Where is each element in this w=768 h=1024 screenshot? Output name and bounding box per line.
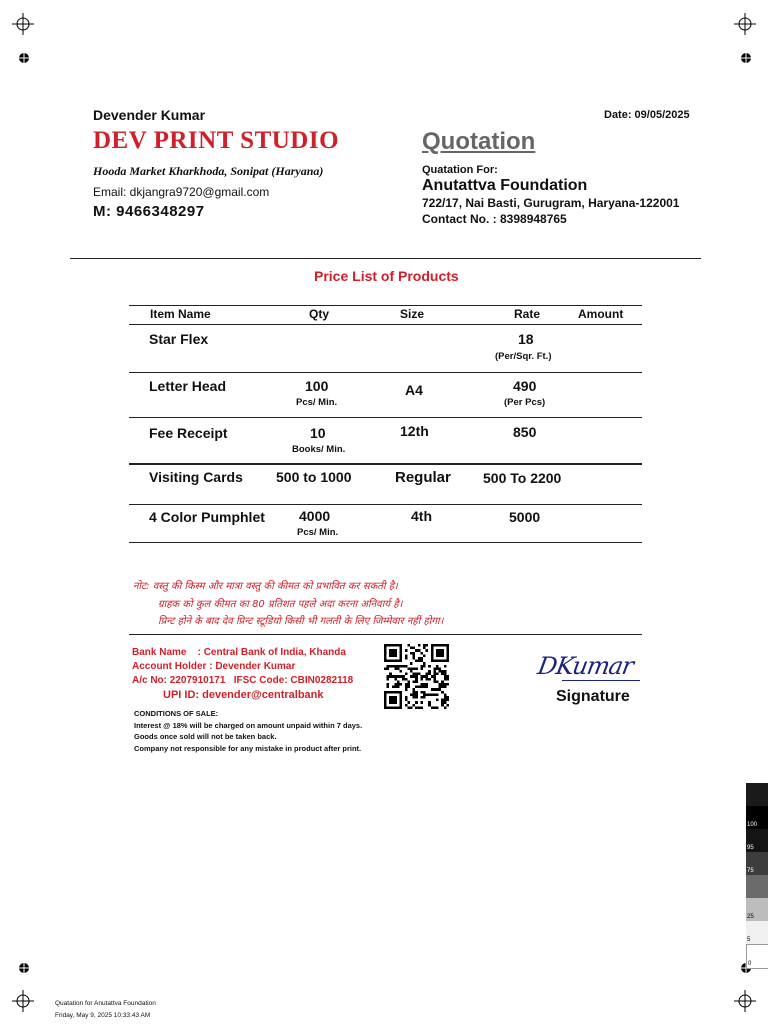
scale-label: 75 [747,868,754,874]
row-3-border [129,463,642,465]
row-5-rate: 5000 [509,509,541,525]
row-2-border [129,417,642,418]
table-top-border [129,305,642,306]
price-list-heading: Price List of Products [314,268,459,284]
registration-mark-top-right [740,51,752,63]
registration-mark-bottom-left [18,961,30,973]
row-5-item: 4 Color Pumphlet [149,509,265,525]
crop-mark-top-right [734,13,756,35]
row-2-item: Letter Head [149,378,227,394]
signature-label: Signature [556,688,630,705]
row-1-rate-unit: (Per/Sqr. Ft.) [495,351,552,362]
quote-date: Date: 09/05/2025 [604,109,690,121]
proprietor-name: Devender Kumar [93,107,206,123]
row-2-qty: 100 [305,378,329,394]
row-4-rate: 500 To 2200 [483,470,562,486]
footer-title: Quatation for Anutattva Foundation [55,1000,156,1007]
scale-swatch-2 [746,806,768,829]
account-number: A/c No: 2207910171 IFSC Code: CBIN0282118 [132,675,354,686]
note-line-3: प्रिन्ट होने के बाद देव प्रिन्ट स्टूडियो किसी भी गलती के लिए जिम्मेवार नहीं होगा। [158,616,444,627]
scale-swatch-7 [746,921,768,944]
account-holder: Account Holder : Devender Kumar [132,661,296,672]
scale-label: 5 [747,937,751,943]
condition-1: Interest @ 18% will be charged on amount unpaid within 7 days. [134,721,363,730]
header-item-name: Item Name [150,307,211,321]
crop-mark-bottom-right [734,990,756,1012]
row-3-size: 12th [400,423,429,439]
registration-mark-top-left [18,51,30,63]
quote-title: Quotation [422,128,536,155]
row-4-qty: 500 to 1000 [276,469,352,485]
scale-label: 95 [747,845,754,851]
header-rate: Rate [514,307,541,321]
crop-mark-top-left [12,13,34,35]
row-4-border [129,504,642,505]
scale-swatch-8 [746,944,768,969]
note-line-1: नोट: वस्तु की किस्म और मात्रा वस्तु की कीमत को प्रभावित कर सकती है। [133,581,398,592]
header-amount: Amount [578,307,624,321]
studio-name: DEV PRINT STUDIO [93,127,340,154]
scale-swatch-5 [746,875,768,898]
row-3-qty-unit: Books/ Min. [292,444,346,455]
row-4-size: Regular [395,469,451,486]
client-name: Anutattva Foundation [422,177,588,194]
upi-id: UPI ID: devender@centralbank [163,689,324,701]
scale-swatch-3 [746,829,768,852]
row-2-rate-unit: (Per Pcs) [504,397,546,408]
note-line-2: ग्राहक को कुल कीमत का 80 प्रतिशत पहले अदा करना अनिवार्य है। [158,599,403,610]
footer-timestamp: Friday, May 9, 2025 10:33:43 AM [55,1012,151,1019]
row-4-item: Visiting Cards [149,469,243,485]
row-1-item: Star Flex [149,331,209,347]
condition-2: Goods once sold will not be taken back. [134,732,277,741]
crop-mark-bottom-left [12,990,34,1012]
row-2-rate: 490 [513,378,537,394]
conditions-title: CONDITIONS OF SALE: [134,709,219,718]
scale-label: 100 [747,822,758,828]
row-2-size: A4 [405,382,423,398]
scale-label: 0 [748,961,752,967]
header-qty: Qty [309,307,330,321]
row-1-border [129,372,642,373]
row-2-qty-unit: Pcs/ Min. [296,397,338,408]
bank-name: Bank Name : Central Bank of India, Khanda [132,647,346,658]
scale-label: 25 [747,914,754,920]
row-5-qty-unit: Pcs/ Min. [297,527,339,538]
header-size: Size [400,307,425,321]
row-5-qty: 4000 [299,508,331,524]
notes-divider [129,634,642,635]
scale-swatch-1 [746,783,768,806]
condition-3: Company not responsible for any mistake in product after print. [134,744,362,753]
row-1-rate: 18 [518,331,534,347]
client-address: 722/17, Nai Basti, Gurugram, Haryana-122001 [422,196,680,210]
studio-address: Hooda Market Kharkhoda, Sonipat (Haryana) [93,164,324,178]
row-3-rate: 850 [513,424,537,440]
row-3-item: Fee Receipt [149,425,228,441]
signature-underline [562,680,640,681]
scale-swatch-4 [746,852,768,875]
row-5-size: 4th [411,508,432,524]
client-contact: Contact No. : 8398948765 [422,212,567,226]
header-divider [70,258,701,259]
signature-scribble: DKumar [535,652,636,680]
seller-email: Email: dkjangra9720@gmail.com [93,185,270,199]
scale-swatch-6 [746,898,768,921]
table-header-border [129,324,642,325]
seller-mobile: M: 9466348297 [93,203,205,220]
quote-for-label: Quatation For: [422,164,498,176]
table-bottom-border [129,542,642,543]
upi-qr-code [383,644,450,709]
row-3-qty: 10 [310,425,326,441]
